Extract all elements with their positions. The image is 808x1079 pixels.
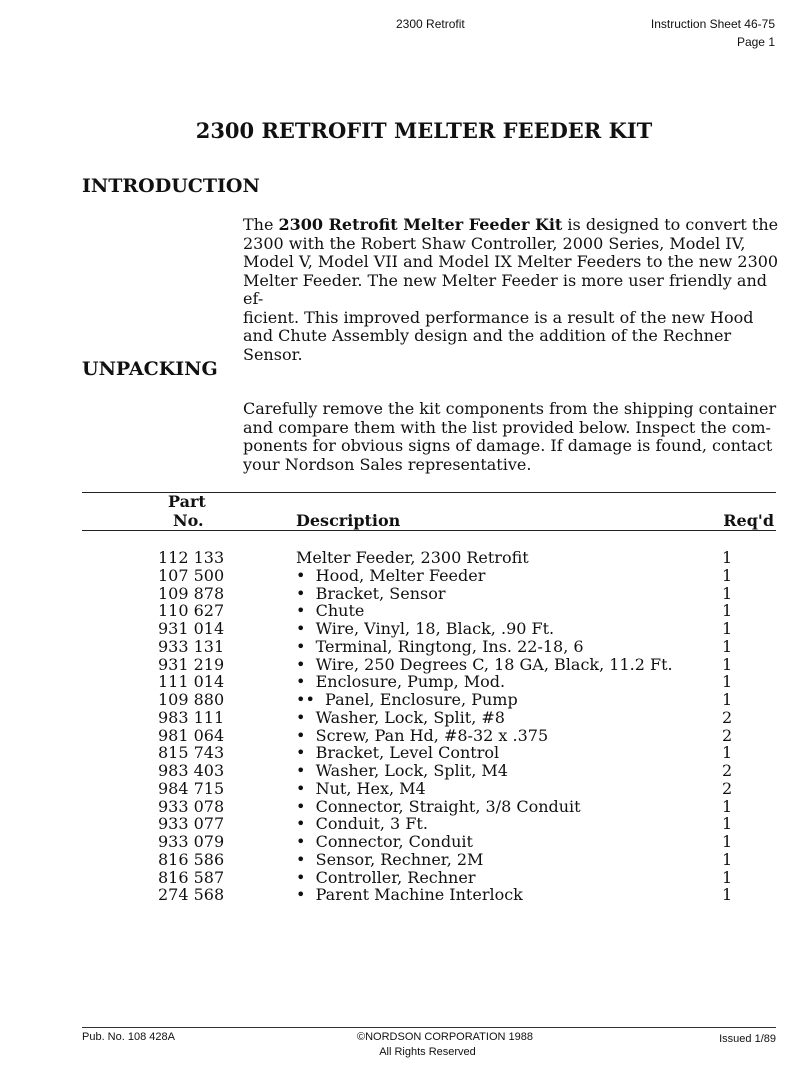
- table-row: [0, 691, 808, 709]
- part-quantity: 1: [722, 654, 733, 674]
- part-description: • Washer, Lock, Split, #8: [296, 707, 505, 727]
- part-number: 931 014: [158, 619, 225, 638]
- part-number: 984 715: [158, 778, 225, 798]
- part-description: • Controller, Rechner: [296, 867, 476, 887]
- part-quantity: 1: [722, 619, 733, 638]
- intro-line: Sensor.: [243, 344, 303, 364]
- part-description: • Connector, Straight, 3/8 Conduit: [296, 796, 581, 816]
- part-description: • Bracket, Sensor: [296, 583, 446, 603]
- part-description: • Hood, Melter Feeder: [296, 565, 486, 585]
- table-row: [0, 762, 808, 780]
- table-row: [0, 585, 808, 603]
- part-description: • Sensor, Rechner, 2M: [296, 849, 484, 869]
- part-number: 983 111: [158, 707, 225, 727]
- part-description: • Conduit, 3 Ft.: [296, 814, 428, 834]
- footer-rule: [82, 1027, 776, 1028]
- part-quantity: 2: [722, 707, 733, 727]
- unpack-line: Carefully remove the kit components from the shipping container: [243, 399, 777, 418]
- part-number: 816 587: [158, 867, 225, 887]
- header-doc-name: 2300 Retrofit: [396, 17, 465, 31]
- part-number: 933 078: [158, 796, 225, 816]
- part-quantity: 2: [722, 778, 733, 798]
- part-number: 274 568: [158, 885, 225, 905]
- part-quantity: 1: [722, 601, 733, 621]
- unpack-line: and compare them with the list provided below. Inspect the com-: [243, 417, 771, 437]
- parts-table-body: [0, 549, 808, 904]
- part-quantity: 1: [722, 583, 733, 603]
- column-header-reqd: Req'd: [723, 511, 774, 530]
- part-quantity: 1: [722, 849, 733, 869]
- table-row: [0, 656, 808, 674]
- part-quantity: 1: [722, 672, 733, 692]
- part-description: Melter Feeder, 2300 Retrofit: [296, 548, 529, 567]
- page-title: 2300 RETROFIT MELTER FEEDER KIT: [195, 118, 653, 143]
- part-quantity: 1: [722, 885, 733, 905]
- part-description: • Wire, 250 Degrees C, 18 GA, Black, 11.2 Ft.: [296, 654, 673, 674]
- part-description: • Chute: [296, 601, 365, 621]
- part-number: 983 403: [158, 761, 225, 780]
- table-row: [0, 549, 808, 567]
- part-description: • Washer, Lock, Split, M4: [296, 761, 508, 780]
- column-header-part: Part: [168, 492, 206, 511]
- table-row: [0, 602, 808, 620]
- intro-line: 2300 with the Robert Shaw Controller, 2000 Series, Model IV,: [243, 233, 746, 253]
- table-row: [0, 727, 808, 745]
- part-quantity: 1: [722, 548, 733, 567]
- footer-rights: All Rights Reserved: [379, 1046, 476, 1058]
- unpack-line: ponents for obvious signs of damage. If damage is found, contact: [243, 436, 773, 455]
- part-quantity: 1: [722, 690, 733, 709]
- part-number: 816 586: [158, 849, 225, 869]
- table-row: [0, 886, 808, 904]
- unpack-line: your Nordson Sales representative.: [243, 454, 532, 474]
- section-heading-unpacking: UNPACKING: [82, 358, 218, 380]
- part-number: 933 131: [158, 636, 225, 656]
- table-row: [0, 744, 808, 762]
- intro-text-start: The: [243, 215, 279, 234]
- table-row: [0, 620, 808, 638]
- table-row: [0, 673, 808, 691]
- part-number: 107 500: [158, 565, 225, 585]
- part-description: • Bracket, Level Control: [296, 743, 500, 763]
- part-number: 933 077: [158, 814, 225, 834]
- part-number: 815 743: [158, 743, 225, 763]
- part-quantity: 1: [722, 636, 733, 656]
- table-row: [0, 851, 808, 869]
- intro-text-rest: is designed to convert the: [562, 215, 779, 234]
- intro-line: ficient. This improved performance is a result of the new Hood: [243, 307, 754, 327]
- table-row: [0, 780, 808, 798]
- table-row: [0, 798, 808, 816]
- column-header-description: Description: [296, 511, 401, 530]
- part-quantity: 1: [722, 832, 733, 851]
- intro-line: Model V, Model VII and Model IX Melter Feeders to the new 2300: [243, 252, 779, 271]
- table-row: [0, 709, 808, 727]
- part-quantity: 2: [722, 761, 733, 780]
- part-quantity: 2: [722, 725, 733, 745]
- part-number: 981 064: [158, 725, 225, 745]
- part-description: • Wire, Vinyl, 18, Black, .90 Ft.: [296, 619, 555, 638]
- part-description: • Nut, Hex, M4: [296, 778, 426, 798]
- footer-copyright: ©NORDSON CORPORATION 1988: [357, 1031, 533, 1043]
- table-row: [0, 833, 808, 851]
- intro-kit-name: 2300 Retrofit Melter Feeder Kit: [278, 215, 563, 234]
- part-quantity: 1: [722, 814, 733, 834]
- part-description: • Enclosure, Pump, Mod.: [296, 672, 506, 692]
- part-description: • Terminal, Ringtong, Ins. 22-18, 6: [296, 636, 584, 656]
- part-number: 111 014: [158, 672, 225, 692]
- part-number: 109 880: [158, 690, 225, 709]
- header-instruction-sheet: Instruction Sheet 46-75: [650, 17, 775, 31]
- part-number: 109 878: [158, 583, 225, 603]
- intro-line: [243, 216, 783, 235]
- intro-line: Melter Feeder. The new Melter Feeder is more user friendly and ef-: [243, 270, 768, 308]
- part-description: • Connector, Conduit: [296, 832, 473, 851]
- introduction-paragraph: [243, 216, 783, 364]
- section-heading-introduction: INTRODUCTION: [82, 175, 260, 197]
- column-header-no: No.: [173, 511, 204, 530]
- intro-line: and Chute Assembly design and the addition of the Rechner: [243, 326, 732, 345]
- footer-pub-number: Pub. No. 108 428A: [82, 1031, 175, 1043]
- table-row: [0, 815, 808, 833]
- part-quantity: 1: [722, 565, 733, 585]
- part-number: 933 079: [158, 832, 225, 851]
- part-quantity: 1: [722, 796, 733, 816]
- table-row: [0, 869, 808, 887]
- table-row: [0, 567, 808, 585]
- part-number: 110 627: [158, 601, 225, 621]
- unpacking-paragraph: [243, 400, 783, 474]
- table-header-rule: [82, 530, 776, 531]
- footer-issued: Issued 1/89: [719, 1033, 776, 1045]
- part-number: 112 133: [158, 548, 225, 567]
- part-description: • Parent Machine Interlock: [296, 885, 523, 905]
- part-quantity: 1: [722, 867, 733, 887]
- part-description: •• Panel, Enclosure, Pump: [296, 690, 518, 709]
- header-page-number: Page 1: [736, 35, 775, 49]
- part-quantity: 1: [722, 743, 733, 763]
- part-description: • Screw, Pan Hd, #8-32 x .375: [296, 725, 549, 745]
- part-number: 931 219: [158, 654, 225, 674]
- table-row: [0, 638, 808, 656]
